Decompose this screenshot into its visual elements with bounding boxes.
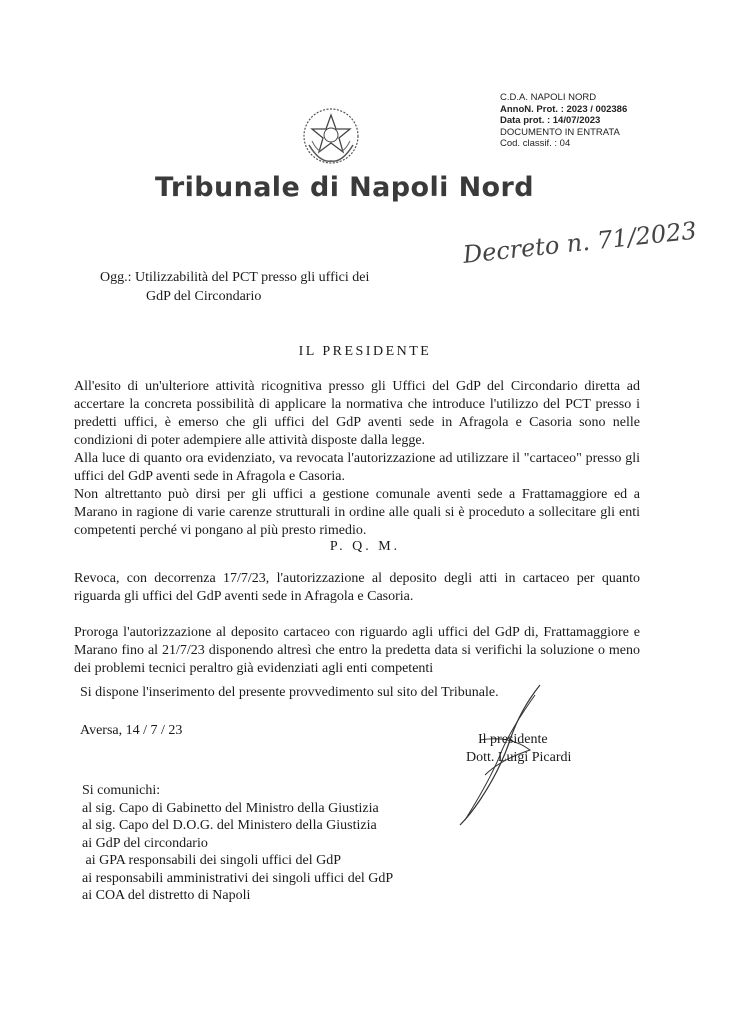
italian-republic-emblem-icon [300,105,362,167]
recipient-item: ai GdP del circondario [82,835,208,851]
section-heading: IL PRESIDENTE [298,344,432,359]
handwritten-decree-number: Decreto n. 71/2023 [461,216,698,269]
protocol-stamp [500,92,627,150]
decision-revoca: Revoca, con decorrenza 17/7/23, l'autorizzazione al deposito degli atti in cartaceo per quanto riguarda gli uffici del GdP aventi sede in Afragola e Casoria. [74,571,640,604]
subject-block [100,268,369,306]
subject-line: GdP del Circondario [146,289,262,304]
signatory-name: Dott. Luigi Picardi [466,750,572,765]
communications-intro: Si comunichi: [82,783,161,798]
stamp-protocol-number: AnnoN. Prot. : 2023 / 002386 [500,103,628,115]
pqm-heading: P. Q. M. [329,539,401,554]
signature-block [466,731,572,767]
stamp-office: C.D.A. NAPOLI NORD [500,92,597,103]
stamp-protocol-date: Data prot. : 14/07/2023 [500,115,601,126]
signatory-role: Il presidente [478,732,548,747]
place-date: Aversa, 14 / 7 / 23 [80,723,183,738]
communications-list [82,782,393,905]
stamp-classification: Cod. classif. : 04 [500,138,571,149]
recipient-item: ai GPA responsabili dei singoli uffici del GdP [82,853,341,868]
recipient-item: al sig. Capo di Gabinetto del Ministro della Giustizia [82,800,379,816]
recipient-item: ai responsabili amministrativi dei singoli uffici del GdP [82,870,394,886]
subject-line: Ogg.: Utilizzabilità del PCT presso gli uffici dei [100,270,370,285]
recipient-item: ai COA del distretto di Napoli [82,888,251,903]
body-paragraph: Alla luce di quanto ora evidenziato, va revocata l'autorizzazione ad utilizzare il "cartaceo" presso gli uffici del GdP aventi sede in Afragola e Casoria. [74,451,640,484]
body-paragraph: All'esito di un'ulteriore attività ricognitiva presso gli Uffici del GdP del Circondario diretta ad accertare la concreta possibilità di applicare la normativa che introduce l'utilizzo del PCT presso i predetti uffici, è emerso che gli uffici del GdP aventi sede in Afragola e Casoria sono nelle condizioni di poter adempiere alle attività disposte dalla legge. [74,379,640,448]
decision-proroga: Proroga l'autorizzazione al deposito cartaceo con riguardo agli uffici del GdP di, Frattamaggiore e Marano fino al 21/7/23 disponendo altresì che entro la predetta data si verifichi la soluzione o meno dei problemi tecnici peraltro già evidenziati agli enti competenti [74,625,640,676]
decision-dispone: Si dispone l'inserimento del presente provvedimento sul sito del Tribunale. [80,685,499,700]
court-name-title: Tribunale di Napoli Nord [155,172,534,203]
stamp-document-type: DOCUMENTO IN ENTRATA [500,126,620,138]
body-paragraph: Non altrettanto può dirsi per gli uffici a gestione comunale aventi sede a Frattamaggiore ed a Marano in ragione di varie carenze strutturali in ordine alle quali si è proceduto a sollecitare gli enti competenti perché vi pongano al più presto rimedio. [74,487,640,538]
recipient-item: al sig. Capo del D.O.G. del Ministero della Giustizia [82,818,377,833]
